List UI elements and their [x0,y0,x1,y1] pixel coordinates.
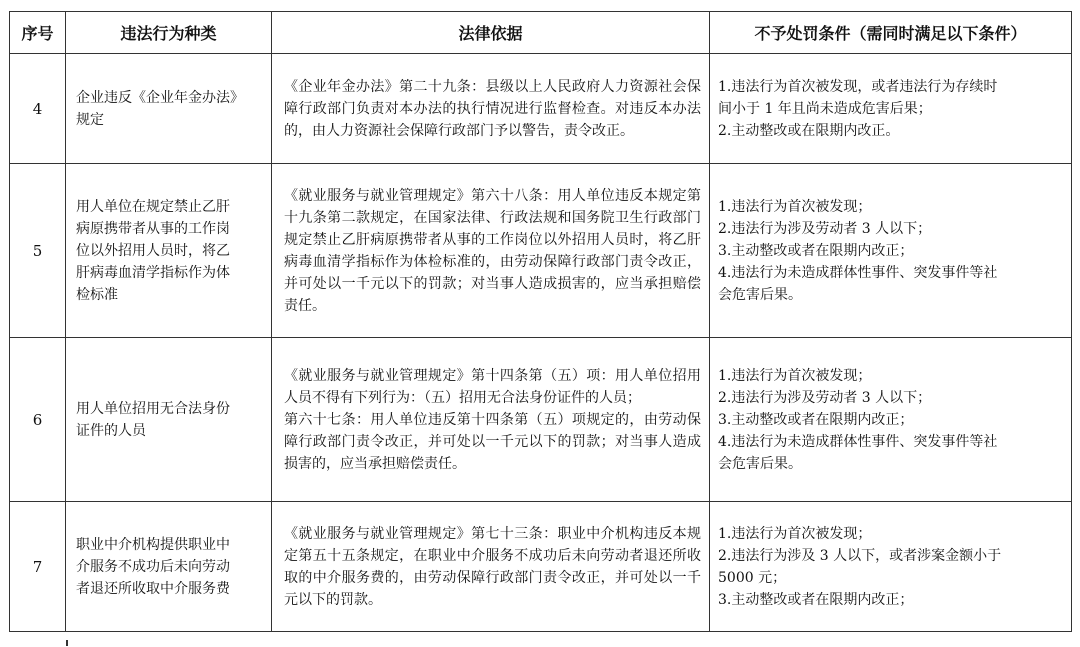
row-number: 4 [10,54,66,164]
table-row [10,54,1072,164]
legal-basis-cell [272,502,710,632]
text-line: 介服务不成功后未向劳动 [76,558,230,575]
table-row [10,338,1072,502]
text-line: 1.违法行为首次被发现； [718,367,872,384]
text-line: 3.主动整改或者在限期内改正； [718,591,914,608]
header-exemption-conditions: 不予处罚条件（需同时满足以下条件） [710,12,1072,54]
text-line: 会危害后果。 [718,286,802,303]
text-line: 病原携带者从事的工作岗 [76,220,230,237]
table-row [10,502,1072,632]
conditions-cell [710,502,1072,632]
text-line: 4.违法行为未造成群体性事件、突发事件等社 [718,433,998,450]
table-row [10,164,1072,338]
table-header-row [10,12,1072,54]
header-no: 序号 [10,12,66,54]
conditions-cell [710,338,1072,502]
text-line: 1.违法行为首次被发现； [718,525,872,542]
text-line: 用人单位在规定禁止乙肝 [76,198,230,215]
text-line: 2.主动整改或在限期内改正。 [718,122,900,139]
row-number: 5 [10,164,66,338]
row-number: 7 [10,502,66,632]
text-line: 1.违法行为首次被发现，或者违法行为存续时 [718,78,998,95]
legal-basis-cell [272,164,710,338]
legal-basis-cell [272,338,710,502]
text-line: 2.违法行为涉及 3 人以下，或者涉案金额小于 [718,547,1002,564]
text-line: 职业中介机构提供职业中 [76,536,230,553]
row-number: 6 [10,338,66,502]
text-paragraph: 第六十七条：用人单位违反第十四条第（五）项规定的，由劳动保障行政部门责令改正，并可处以一千元以下的罚款；对当事人造成损害的，应当承担赔偿责任。 [284,411,701,472]
text-line: 间小于 1 年且尚未造成危害后果； [718,100,932,117]
violation-type-cell [66,54,272,164]
text-line: 5000 元； [718,569,787,586]
text-line: 会危害后果。 [718,455,802,472]
text-paragraph: 《企业年金办法》第二十九条：县级以上人民政府人力资源社会保障行政部门负责对本办法的执行情况进行监督检查。对违反本办法的，由人力资源社会保障行政部门予以警告，责令改正。 [284,78,701,139]
legal-basis-cell [272,54,710,164]
text-paragraph: 《就业服务与就业管理规定》第十四条第（五）项：用人单位招用人员不得有下列行为：（五）招用无合法身份证件的人员； [284,367,701,406]
violation-type-cell [66,164,272,338]
conditions-cell [710,54,1072,164]
penalty-exemption-table [9,11,1072,632]
text-line: 肝病毒血清学指标作为体 [76,264,230,281]
text-line: 2.违法行为涉及劳动者 3 人以下； [718,220,932,237]
footnote-mark [66,640,68,646]
conditions-cell [710,164,1072,338]
text-line: 规定 [76,111,104,128]
violation-type-cell [66,338,272,502]
header-violation-type: 违法行为种类 [66,12,272,54]
text-paragraph: 《就业服务与就业管理规定》第七十三条：职业中介机构违反本规定第五十五条规定，在职业中介服务不成功后未向劳动者退还所收取的中介服务费的，由劳动保障行政部门责令改正，并可处以一千元以下的罚款。 [284,525,701,608]
text-line: 者退还所收取中介服务费 [76,580,230,597]
header-legal-basis: 法律依据 [272,12,710,54]
text-line: 用人单位招用无合法身份 [76,400,230,417]
text-line: 1.违法行为首次被发现； [718,198,872,215]
text-line: 企业违反《企业年金办法》 [76,89,244,106]
violation-type-cell [66,502,272,632]
text-line: 4.违法行为未造成群体性事件、突发事件等社 [718,264,998,281]
text-line: 3.主动整改或者在限期内改正； [718,411,914,428]
text-line: 检标准 [76,286,118,303]
text-line: 3.主动整改或者在限期内改正； [718,242,914,259]
text-line: 证件的人员 [76,422,146,439]
text-paragraph: 《就业服务与就业管理规定》第六十八条：用人单位违反本规定第十九条第二款规定，在国家法律、行政法规和国务院卫生行政部门规定禁止乙肝病原携带者从事的工作岗位以外招用人员时，将乙肝病毒血清学指标作为体检标准的，由劳动保障行政部门责令改正，并可处以一千元以下的罚款；对当事人造成损害的，应当承担赔偿责任。 [284,187,701,314]
text-line: 2.违法行为涉及劳动者 3 人以下； [718,389,932,406]
text-line: 位以外招用人员时，将乙 [76,242,230,259]
